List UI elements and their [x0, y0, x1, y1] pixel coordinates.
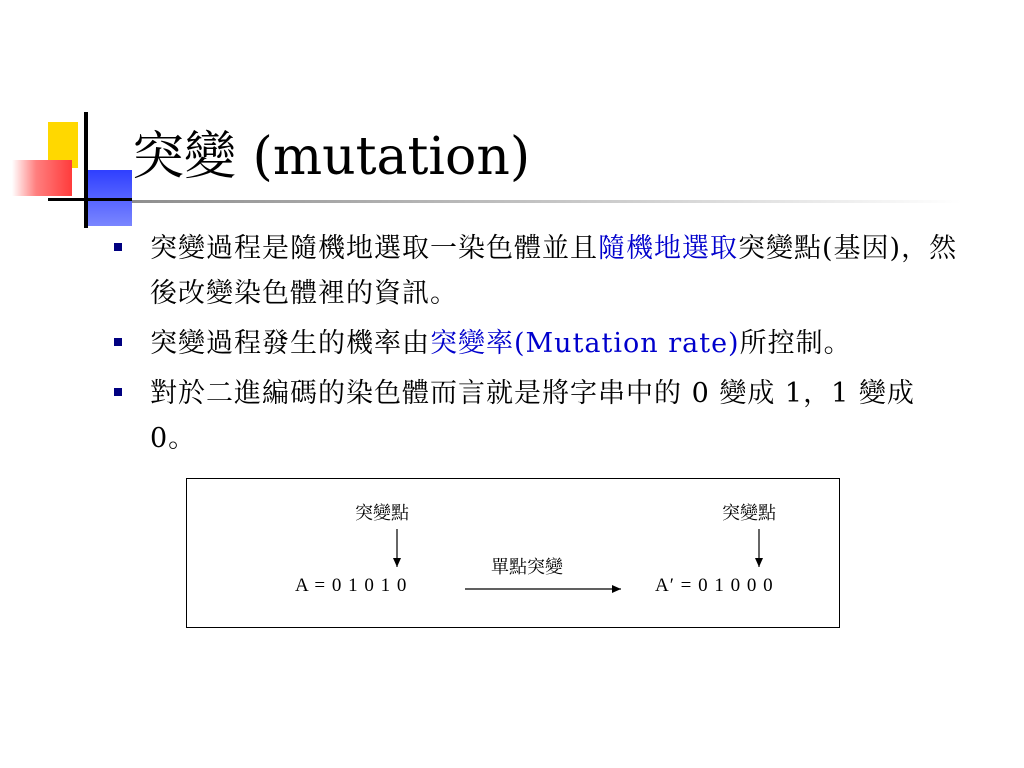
bullet-item — [110, 371, 970, 461]
bullet-highlight-text: 隨機地選取 — [598, 233, 738, 264]
bullet-text-part: 突變過程發生的機率由 — [150, 328, 430, 359]
bullet-marker-icon — [114, 338, 122, 346]
single-point-mutation-label: 單點突變 — [491, 557, 563, 578]
bullet-list — [110, 226, 970, 461]
bullet-item — [110, 321, 970, 366]
logo-red-square — [12, 160, 72, 196]
logo-horizontal-bar — [48, 198, 132, 201]
slide-title: 突變 (mutation) — [132, 127, 531, 187]
bullet-text-part: 突變點(基因)，然後改變染色體裡的資訊。 — [150, 233, 958, 309]
bullet-text-part: 對於二進編碼的染色體而言就是將字串中的 0 變成 1，1 變成 0。 — [150, 378, 915, 454]
bullet-text-part: 所控制。 — [739, 328, 852, 359]
bullet-marker-icon — [114, 388, 122, 396]
left-mutation-point-label: 突變點 — [355, 503, 409, 524]
bullet-text-part: 突變過程是隨機地選取一染色體並且 — [150, 233, 598, 264]
right-mutation-point-label: 突變點 — [722, 503, 776, 524]
mutation-diagram — [186, 478, 840, 628]
bullet-item — [110, 226, 970, 316]
bullet-marker-icon — [114, 243, 122, 251]
slide-logo — [0, 0, 140, 240]
bullet-highlight-text: 突變率(Mutation rate) — [430, 328, 740, 359]
title-underline — [132, 200, 962, 203]
chromosome-after: A′ = 0 1 0 0 0 — [655, 575, 774, 596]
logo-vertical-bar — [84, 112, 88, 228]
chromosome-before: A = 0 1 0 1 0 — [295, 575, 408, 596]
